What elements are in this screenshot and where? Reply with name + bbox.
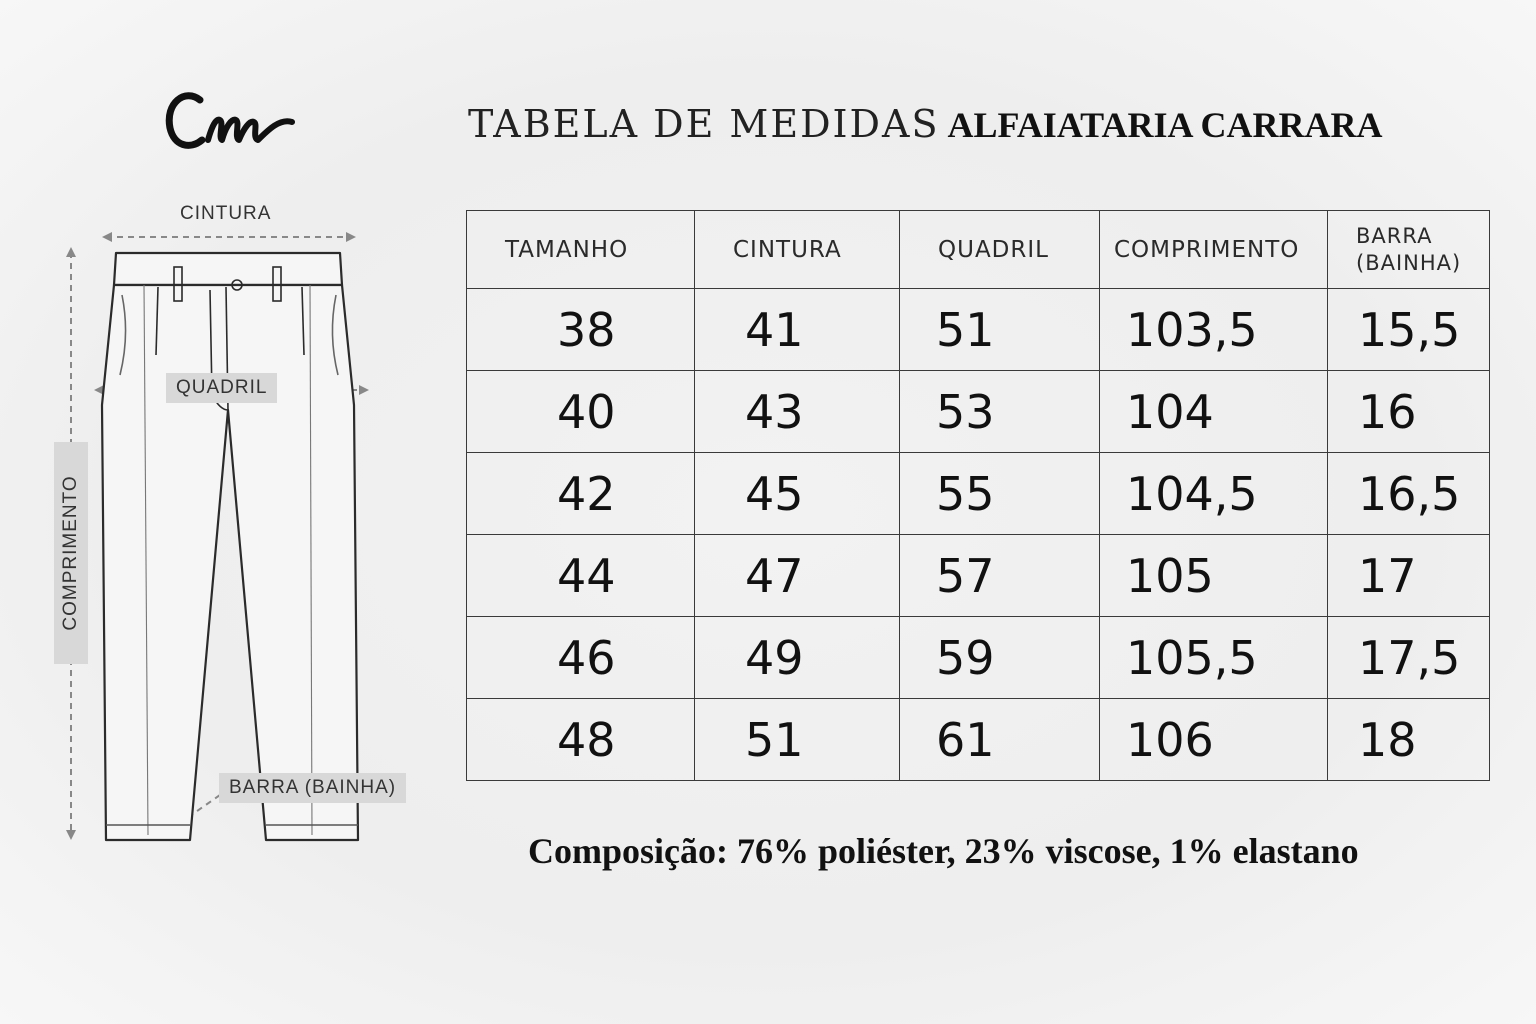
diagram-label-quadril: QUADRIL: [166, 373, 277, 403]
cell-cintura: 51: [695, 699, 900, 781]
table-row: [467, 371, 1490, 453]
cell-tamanho: 44: [467, 535, 695, 617]
table-row: [467, 617, 1490, 699]
cell-cintura: 43: [695, 371, 900, 453]
composition-note: Composição: 76% poliéster, 23% viscose, 1% elastano: [528, 831, 1359, 871]
diagram-label-comprimento-text: COMPRIMENTO: [60, 475, 81, 631]
table-row: [467, 453, 1490, 535]
cell-comprimento: 103,5: [1100, 289, 1328, 371]
cell-cintura: 47: [695, 535, 900, 617]
cell-tamanho: 38: [467, 289, 695, 371]
page-title: [468, 102, 1383, 146]
cell-barra: 16: [1328, 371, 1490, 453]
cell-tamanho: 42: [467, 453, 695, 535]
cell-barra: 18: [1328, 699, 1490, 781]
cell-barra: 15,5: [1328, 289, 1490, 371]
cell-quadril: 53: [900, 371, 1100, 453]
cell-cintura: 49: [695, 617, 900, 699]
cell-cintura: 41: [695, 289, 900, 371]
cell-quadril: 57: [900, 535, 1100, 617]
table-header-row: [467, 211, 1490, 289]
cell-comprimento: 105: [1100, 535, 1328, 617]
header-barra-line1: BARRA: [1356, 224, 1433, 249]
cell-barra: 17,5: [1328, 617, 1490, 699]
cell-barra: 17: [1328, 535, 1490, 617]
cell-cintura: 45: [695, 453, 900, 535]
title-main: TABELA DE MEDIDAS: [468, 102, 940, 146]
header-barra: [1328, 211, 1490, 289]
diagram-label-cintura: CINTURA: [180, 203, 272, 224]
cell-comprimento: 104,5: [1100, 453, 1328, 535]
cm-script-logo: [160, 78, 310, 168]
cell-comprimento: 106: [1100, 699, 1328, 781]
cell-tamanho: 46: [467, 617, 695, 699]
header-cintura: CINTURA: [695, 211, 900, 289]
header-tamanho: TAMANHO: [467, 211, 695, 289]
header-barra-line2: (BAINHA): [1356, 250, 1462, 275]
table-row: [467, 699, 1490, 781]
cell-tamanho: 48: [467, 699, 695, 781]
table-row: [467, 289, 1490, 371]
header-comprimento: COMPRIMENTO: [1100, 211, 1328, 289]
cell-tamanho: 40: [467, 371, 695, 453]
cell-quadril: 59: [900, 617, 1100, 699]
title-brand: ALFAIATARIA CARRARA: [947, 105, 1383, 145]
trousers-diagram-icon: [40, 195, 450, 855]
cell-quadril: 55: [900, 453, 1100, 535]
table-row: [467, 535, 1490, 617]
size-table: [466, 210, 1490, 781]
cell-comprimento: 104: [1100, 371, 1328, 453]
diagram-label-barra: BARRA (BAINHA): [219, 773, 406, 803]
cell-quadril: 51: [900, 289, 1100, 371]
cell-comprimento: 105,5: [1100, 617, 1328, 699]
header-quadril: QUADRIL: [900, 211, 1100, 289]
diagram-label-comprimento: [54, 442, 88, 664]
cell-barra: 16,5: [1328, 453, 1490, 535]
cell-quadril: 61: [900, 699, 1100, 781]
